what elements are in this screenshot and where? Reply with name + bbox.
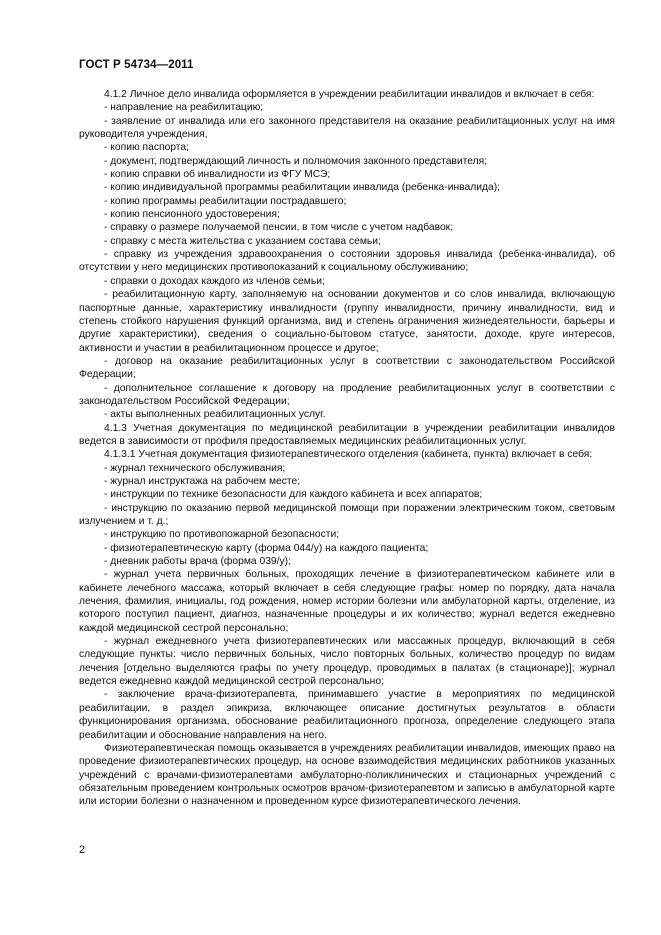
list-item: - копию индивидуальной программы реабилитации инвалида (ребенка-инвалида); (104, 182, 500, 194)
list-item: - договор на оказание реабилитационных услуг в соответствии с законодательством Российской Федерации; (79, 355, 615, 381)
list-item: - справки о доходах каждого из членов семьи; (104, 275, 325, 287)
document-body (79, 88, 615, 809)
list-item: - копию паспорта; (104, 142, 189, 154)
list-item: - журнал учета первичных больных, проходящих лечение в физиотерапевтическом кабинете или в кабинете лечебного массажа, который включает в себя следующие графы: номер по порядку, дата начала лечения, фамилия, инициалы, год рождения, номер истории болезни или амбулаторной карты, отделение, из которого поступил пациент, диагноз, назначенные процедуры и их количество; журнал ведется ежедневно каждой медицинской сестрой персонально; (79, 569, 615, 634)
paragraph-4-1-3: 4.1.3 Учетная документация по медицинской реабилитации в учреждении реабилитации инвалидов ведется в зависимости от профиля предоставляемых медицинских реабилитационных услуг. (79, 422, 615, 447)
list-item: - копию программы реабилитации пострадавшего; (104, 195, 347, 207)
standard-header: ГОСТ Р 54734—2011 (79, 59, 194, 71)
paragraph-4-1-3-1: 4.1.3.1 Учетная документация физиотерапевтического отделения (кабинета, пункта) включает в себя: (104, 449, 593, 461)
list-item: - инструкцию по противопожарной безопасности; (104, 529, 340, 541)
list-item: - справку из учреждения здравоохранения о состоянии здоровья инвалида (ребенка-инвалида), об отсутствии у него медицинских противопоказаний к социальному обслуживанию; (79, 249, 615, 274)
list-item: - журнал технического обслуживания; (104, 462, 286, 474)
list-item: - заявление от инвалида или его законного представителя на оказание реабилитационных услуг на имя руководителя учреждения, (79, 115, 615, 141)
list-item: - направление на реабилитацию; (104, 102, 264, 114)
list-item: - копию справки об инвалидности из ФГУ МСЭ; (104, 169, 331, 181)
page-number: 2 (79, 844, 86, 856)
list-item: - журнал ежедневного учета физиотерапевтических или массажных процедур, включающий в себя следующие пункты: число первичных больных, число повторных больных, количество процедур по видам лечения [отдельно выделяются графы по учету процедур, проводимых в палатах (в стационаре)]; журнал ведется ежедневно каждой медицинской сестрой персонально; (79, 636, 615, 688)
list-item: - инструкцию по оказанию первой медицинской помощи при поражении электрическим током, световым излучением и т. д.; (79, 502, 615, 527)
list-item: - физиотерапевтическую карту (форма 044/у) на каждого пациента; (104, 542, 429, 554)
list-item: - дополнительное соглашение к договору на продление реабилитационных услуг в соответствии с законодательством Российской Федерации; (79, 382, 615, 407)
list-item: - дневник работы врача (форма 039/у); (104, 556, 291, 568)
paragraph-physiotherapy: Физиотерапевтическая помощь оказывается в учреждениях реабилитации инвалидов, имеющих право на проведение физиотерапевтических процедур, на основе взаимодействия медицинских работников указанных учреждений с врачами-физиотерапевтами амбулаторно-поликлинических и стационарных учреждений с обязательным проведением контрольных осмотров врачом-физиотерапевтом и записью в амбулаторной карте или истории болезни о назначенном и проведенном курсе физиотерапевтического лечения. (79, 742, 615, 808)
list-item: - справку о размере получаемой пенсии, в том числе с учетом надбавок; (104, 222, 454, 234)
list-item: - реабилитационную карту, заполняемую на основании документов и со слов инвалида, включающую паспортные данные, характеристику инвалидности (группу инвалидности, причину инвалидности, вид и степень стойкого нарушения функций организма, вид и степень ограничения жизнедеятельности, барьеры и другие характеристики), сведения о социально-бытовом статусе, занятости, доходе, круге интересов, активности и участии в реабилитационном процессе и другое; (79, 289, 615, 354)
list-item: - справку с места жительства с указанием состава семьи; (104, 235, 381, 247)
list-item: - копию пенсионного удостоверения; (104, 209, 280, 221)
list-item: - документ, подтверждающий личность и полномочия законного представителя; (104, 155, 488, 167)
list-item: - акты выполненных реабилитационных услуг. (104, 409, 326, 421)
list-item: - журнал инструктажа на рабочем месте; (104, 475, 301, 487)
paragraph-4-1-2: 4.1.2 Личное дело инвалида оформляется в учреждении реабилитации инвалидов и включает в себя: (104, 89, 595, 100)
list-item: - заключение врача-физиотерапевта, принимавшего участие в мероприятиях по медицинской реабилитации, в раздел эпикриза, включающее описание достигнутых результатов в области функционирования организма, обоснование реабилитационного прогноза, определение следующего этапа реабилитации и обоснование направления на него. (79, 689, 615, 741)
list-item: - инструкции по технике безопасности для каждого кабинета и всех аппаратов; (104, 489, 483, 501)
